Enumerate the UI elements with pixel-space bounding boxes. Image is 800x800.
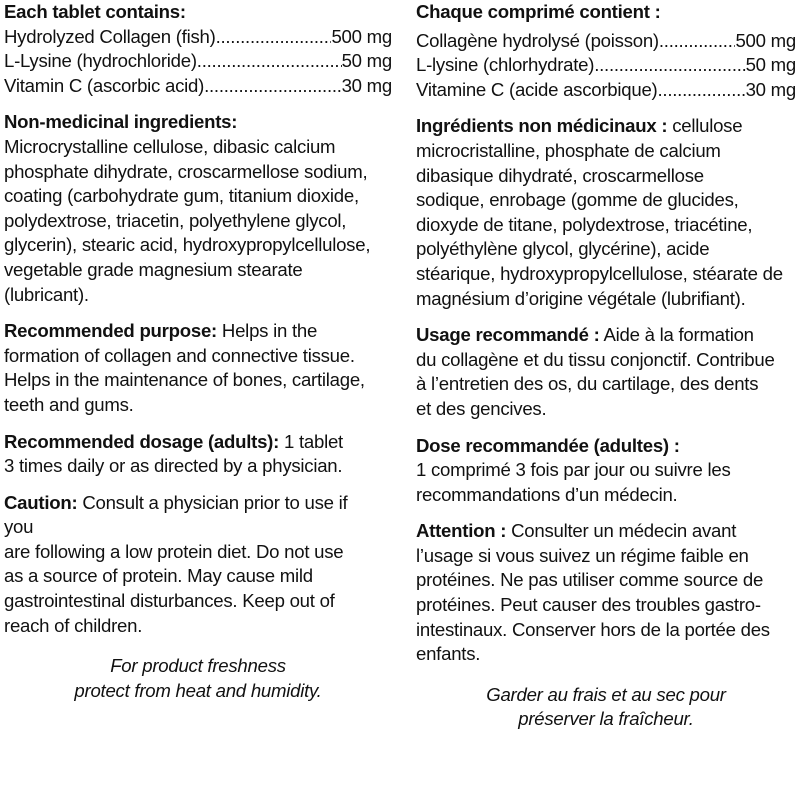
en-caution-line: you — [4, 516, 34, 538]
fr-contains-section — [416, 0, 796, 102]
fr-attention-line: Consulter un médecin avant — [506, 520, 737, 542]
fr-contains-title: Chaque comprimé contient : — [416, 1, 661, 22]
fr-dose-line: recommandations d’un médecin. — [416, 483, 678, 505]
en-nonmed-line: polydextrose, triacetin, polyethylene glycol, — [4, 209, 347, 231]
en-dosage-line: 3 times daily or as directed by a physician. — [4, 455, 343, 477]
en-ingredient-row — [4, 49, 392, 74]
en-nonmed-section — [4, 110, 392, 307]
en-dosage-line: 1 tablet — [279, 430, 343, 452]
en-storage-note — [4, 654, 392, 703]
en-storage-line: protect from heat and humidity. — [74, 679, 322, 701]
en-ingredient-name: Vitamin C (ascorbic acid) — [4, 74, 205, 96]
fr-ingredient-row — [416, 29, 796, 54]
dot-leader — [657, 78, 745, 103]
en-nonmed-line: coating (carbohydrate gum, titanium dioxide, — [4, 185, 359, 207]
en-ingredient-name: L-Lysine (hydrochloride) — [4, 50, 197, 72]
en-ingredient-name: Hydrolyzed Collagen (fish) — [4, 25, 216, 47]
fr-ingredient-name: Vitamine C (acide ascorbique) — [416, 78, 658, 100]
fr-ingredient-amount: 50 mg — [745, 54, 796, 76]
fr-nonmed-line: magnésium d’origine végétale (lubrifiant). — [416, 287, 746, 309]
fr-nonmed-line: microcristalline, phosphate de calcium — [416, 139, 721, 161]
fr-attention-label: Attention : — [416, 520, 507, 542]
fr-nonmed-line: dioxyde de titane, polydextrose, triacétine, — [416, 213, 753, 235]
fr-ingredient-row — [416, 53, 796, 78]
en-nonmed-line: vegetable grade magnesium stearate — [4, 258, 303, 280]
en-nonmed-line: glycerin), stearic acid, hydroxypropylcellulose, — [4, 234, 371, 256]
en-nonmed-title: Non-medicinal ingredients: — [4, 111, 238, 133]
fr-ingredient-row — [416, 78, 796, 103]
fr-dose-line: 1 comprimé 3 fois par jour ou suivre les — [416, 459, 731, 481]
dot-leader — [204, 74, 341, 99]
fr-attention-line: protéines. Peut causer des troubles gastro- — [416, 594, 761, 616]
en-purpose-line: Helps in the — [217, 320, 318, 342]
fr-dose-label: Dose recommandée (adultes) : — [416, 434, 680, 456]
fr-usage-line: Aide à la formation — [599, 324, 754, 346]
en-storage-line: For product freshness — [110, 655, 286, 677]
fr-ingredient-amount: 500 mg — [735, 29, 796, 51]
dot-leader — [659, 29, 736, 54]
fr-attention-line: protéines. Ne pas utiliser comme source de — [416, 569, 764, 591]
fr-storage-line: préserver la fraîcheur. — [518, 708, 694, 730]
fr-attention-section — [416, 519, 796, 667]
en-ingredient-amount: 500 mg — [331, 25, 392, 47]
en-nonmed-line: (lubricant). — [4, 283, 89, 305]
english-column — [4, 0, 392, 703]
fr-nonmed-section — [416, 114, 796, 311]
en-caution-line: are following a low protein diet. Do not use — [4, 540, 344, 562]
en-purpose-line: teeth and gums. — [4, 393, 134, 415]
en-nonmed-line: phosphate dihydrate, croscarmellose sodium, — [4, 160, 368, 182]
fr-nonmed-label: Ingrédients non médicinaux : — [416, 115, 668, 137]
fr-dose-section — [416, 434, 796, 508]
fr-attention-line: intestinaux. Conserver hors de la portée des — [416, 618, 770, 640]
fr-nonmed-line: sodique, enrobage (gomme de glucides, — [416, 189, 739, 211]
en-caution-line: gastrointestinal disturbances. Keep out of — [4, 590, 335, 612]
fr-storage-note — [416, 683, 796, 732]
dot-leader — [216, 25, 332, 50]
en-caution-line: reach of children. — [4, 614, 143, 636]
fr-storage-line: Garder au frais et au sec pour — [486, 683, 726, 705]
en-ingredient-row — [4, 25, 392, 50]
fr-nonmed-line: polyéthylène glycol, glycérine), acide — [416, 238, 710, 260]
en-purpose-label: Recommended purpose: — [4, 320, 217, 342]
en-purpose-line: formation of collagen and connective tissue. — [4, 344, 355, 366]
en-ingredient-amount: 30 mg — [341, 74, 392, 96]
en-purpose-section — [4, 319, 392, 417]
fr-ingredient-name: Collagène hydrolysé (poisson) — [416, 29, 659, 51]
dot-leader — [594, 53, 745, 78]
en-dosage-section — [4, 430, 392, 479]
fr-usage-section — [416, 323, 796, 421]
en-contains-title: Each tablet contains: — [4, 1, 186, 22]
fr-nonmed-line: stéarique, hydroxypropylcellulose, stéarate de — [416, 262, 783, 284]
en-ingredient-amount: 50 mg — [341, 50, 392, 72]
fr-attention-line: enfants. — [416, 643, 481, 665]
en-dosage-label: Recommended dosage (adults): — [4, 430, 280, 452]
french-column — [416, 0, 796, 732]
en-contains-section — [4, 0, 392, 98]
en-ingredient-row — [4, 74, 392, 99]
fr-attention-line: l’usage si vous suivez un régime faible en — [416, 544, 749, 566]
fr-nonmed-line: cellulose — [667, 115, 743, 137]
fr-usage-line: et des gencives. — [416, 397, 547, 419]
en-nonmed-line: Microcrystalline cellulose, dibasic calcium — [4, 135, 336, 157]
en-caution-line: as a source of protein. May cause mild — [4, 565, 313, 587]
en-purpose-line: Helps in the maintenance of bones, cartilage, — [4, 369, 365, 391]
fr-usage-label: Usage recommandé : — [416, 324, 600, 346]
fr-nonmed-line: dibasique dihydraté, croscarmellose — [416, 164, 704, 186]
fr-usage-line: à l’entretien des os, du cartilage, des dents — [416, 373, 759, 395]
dot-leader — [197, 49, 342, 74]
fr-ingredient-name: L-lysine (chlorhydrate) — [416, 54, 595, 76]
en-caution-label: Caution: — [4, 491, 78, 513]
fr-usage-line: du collagène et du tissu conjonctif. Contribue — [416, 348, 775, 370]
en-caution-line: Consult a physician prior to use if — [77, 491, 348, 513]
fr-ingredient-amount: 30 mg — [745, 78, 796, 100]
en-caution-section — [4, 491, 392, 639]
